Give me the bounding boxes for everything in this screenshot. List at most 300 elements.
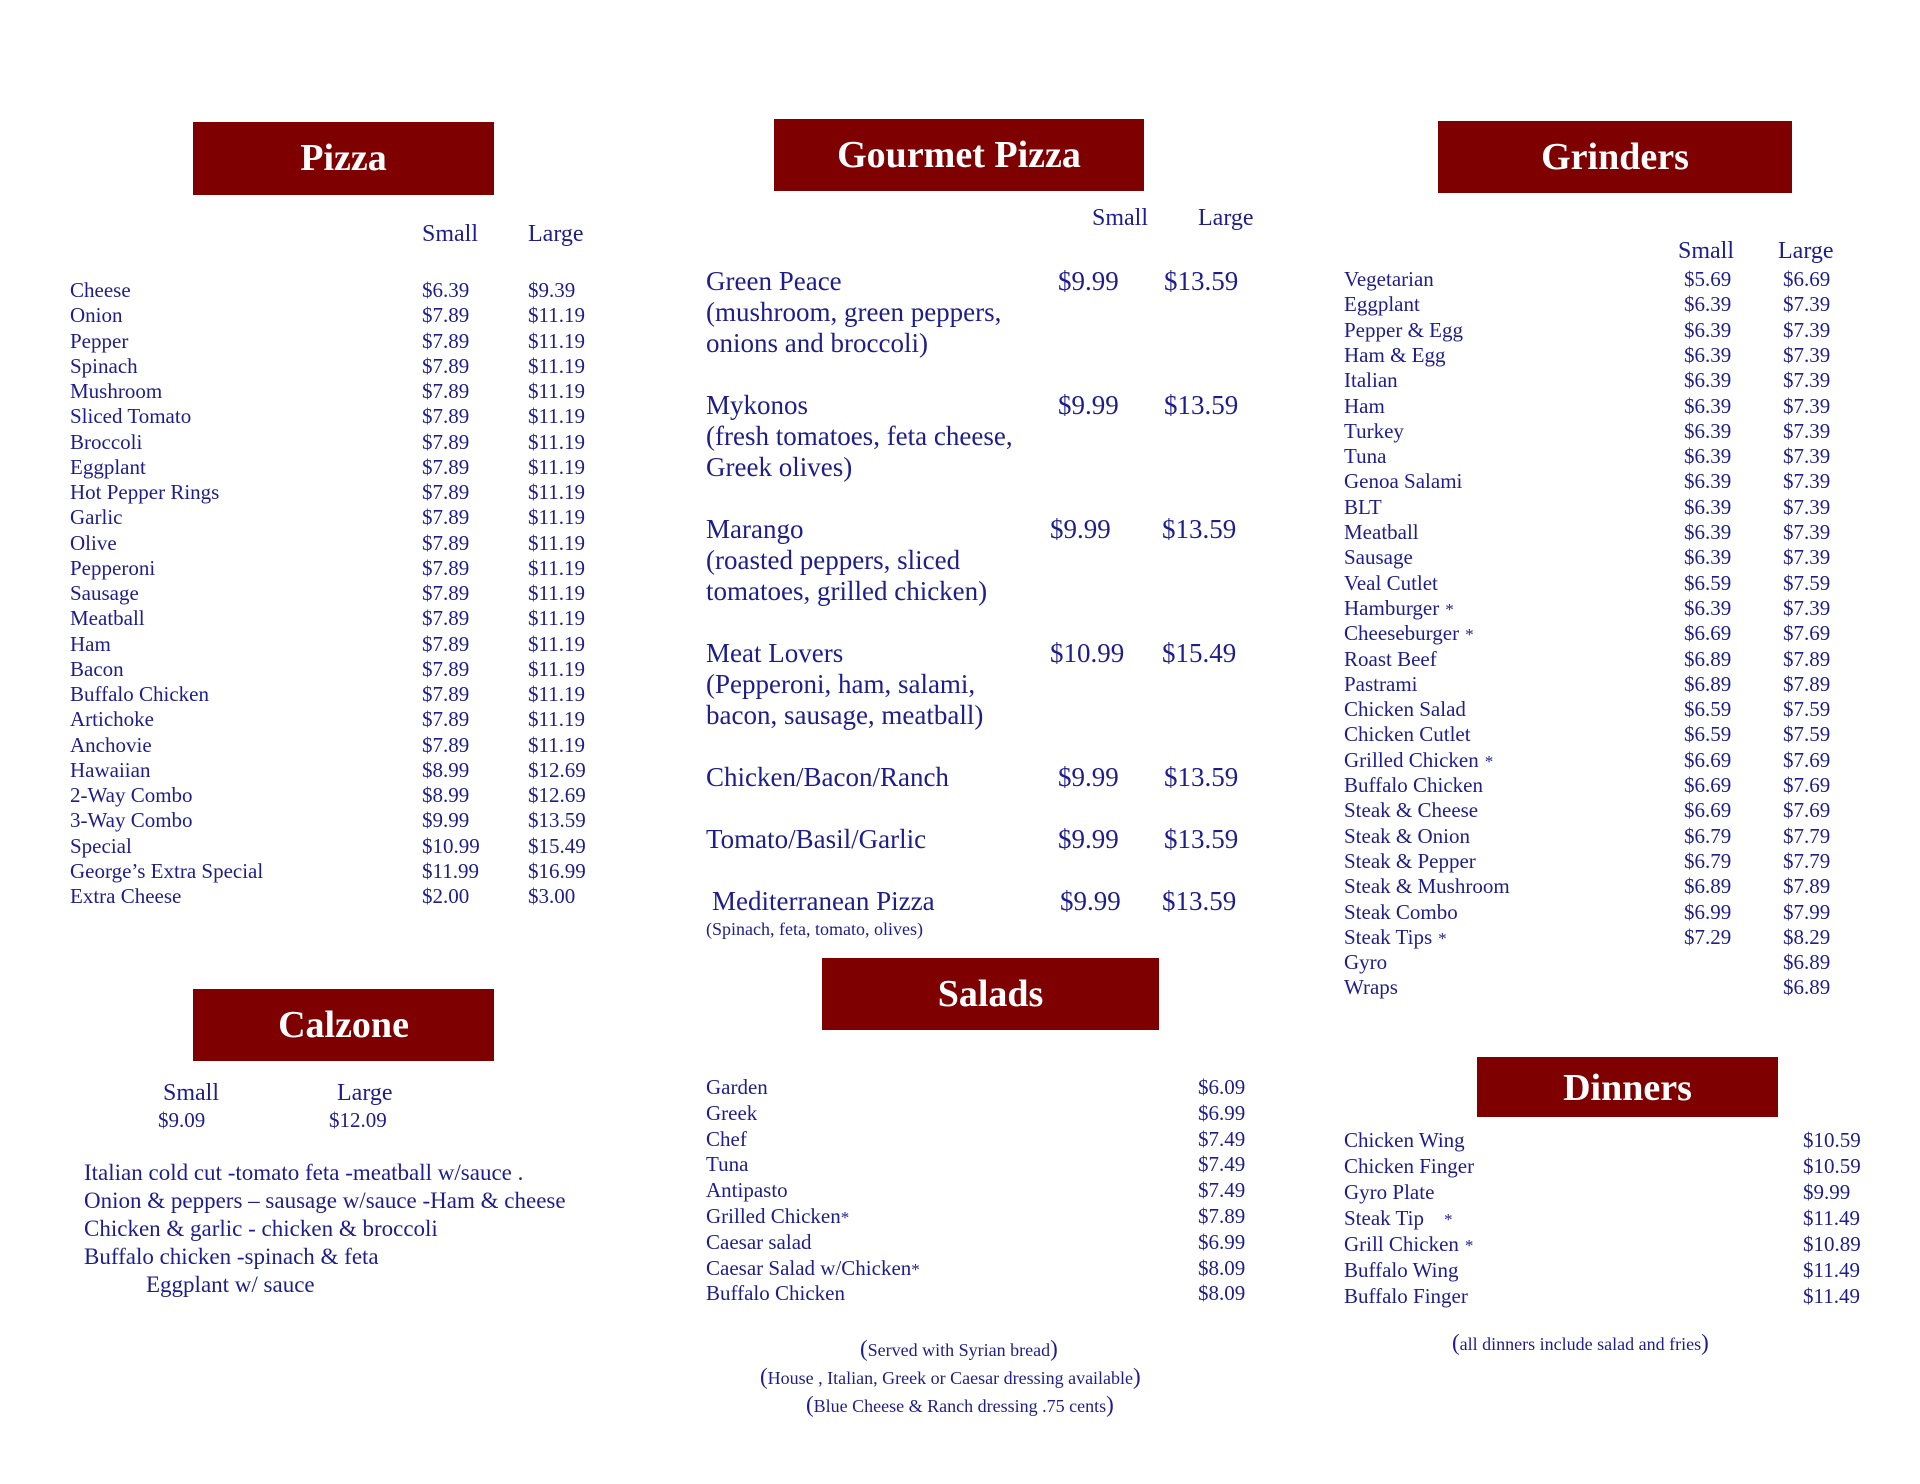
gourmet-item-desc: Greek olives) (706, 452, 853, 482)
paren-open: ( (806, 1392, 814, 1417)
grinder-item (1344, 495, 1382, 520)
grinder-item-large: $6.89 (1783, 975, 1831, 1000)
salad-note-text: Served with Syrian bread (867, 1340, 1051, 1360)
pizza-item-name: Anchovie (70, 732, 152, 757)
dinners-banner: Dinners (1477, 1057, 1778, 1117)
gourmet-item-note: (Spinach, feta, tomato, olives) (706, 919, 923, 939)
salad-item (706, 1075, 768, 1100)
grinder-item-name: Italian (1344, 368, 1398, 393)
calzone-line: Chicken & garlic - chicken & broccoli (84, 1216, 438, 1241)
pizza-item-large: $11.19 (528, 656, 585, 681)
pizza-item-name: Hawaiian (70, 757, 151, 782)
grinder-item-large: $7.39 (1783, 292, 1831, 317)
dinner-item-name: Chicken Finger (1344, 1154, 1475, 1178)
grinder-item (1344, 292, 1420, 317)
grinder-item-small: $6.39 (1684, 368, 1732, 393)
pizza-item-name: Eggplant (70, 454, 146, 479)
grinder-item-small: $6.39 (1684, 292, 1732, 317)
gourmet-item-name: Green Peace (706, 266, 842, 296)
dinner-item-price: $11.49 (1803, 1258, 1860, 1282)
grinder-item-name: Veal Cutlet (1344, 570, 1438, 595)
pizza-item-small: $7.89 (422, 707, 470, 732)
pizza-item-small: $10.99 (422, 833, 480, 858)
grinder-item (1344, 444, 1386, 469)
grinder-item (1344, 773, 1483, 798)
salad-item-name: Buffalo Chicken (706, 1281, 846, 1306)
paren-close: ) (1133, 1364, 1141, 1389)
grinder-item-small: $6.89 (1684, 874, 1732, 899)
grinder-item-large: $7.39 (1783, 520, 1831, 544)
pizza-item-large: $11.19 (528, 404, 585, 429)
grinder-item-large: $7.79 (1783, 848, 1831, 873)
grinder-item (1344, 748, 1493, 773)
salad-item-price: $7.49 (1198, 1178, 1246, 1203)
pizza-item-name: Bacon (70, 656, 124, 681)
gourmet-item-small: $9.99 (1060, 886, 1121, 916)
dinner-item-name: Buffalo Finger (1344, 1284, 1468, 1308)
pizza-item-small: $8.99 (422, 757, 470, 782)
grinder-item-small: $6.39 (1684, 317, 1732, 342)
grinder-item (1344, 672, 1418, 697)
grinder-item-name: Ham & Egg (1344, 342, 1446, 367)
gourmet-item (706, 762, 949, 793)
grinder-item (1344, 343, 1445, 368)
salad-item (706, 1204, 849, 1229)
grinder-item-small: $6.89 (1684, 646, 1732, 671)
paren-close: ) (1106, 1392, 1114, 1417)
pizza-item-small: $7.89 (422, 682, 470, 706)
salad-item (706, 1230, 812, 1255)
grinder-item-small: $6.69 (1684, 747, 1732, 772)
gourmet-item (706, 390, 1013, 483)
grinder-item-name: Vegetarian (1344, 267, 1434, 291)
salad-item-name: Greek (706, 1100, 758, 1125)
grinder-item-large: $7.69 (1783, 798, 1831, 823)
grinder-item (1344, 798, 1478, 823)
pizza-item-small: $7.89 (422, 656, 470, 681)
pizza-item-large: $11.19 (528, 429, 585, 454)
dinner-item-name: Chicken Wing (1344, 1128, 1465, 1152)
grinder-item-name: Gyro (1344, 950, 1388, 975)
grinder-item (1344, 571, 1438, 596)
calzone-line: Onion & peppers – sausage w/sauce -Ham & cheese (84, 1188, 566, 1213)
pizza-item-small: $7.89 (422, 505, 470, 530)
grinder-item (1344, 267, 1434, 292)
gourmet-item-desc: tomatoes, grilled chicken) (706, 576, 988, 606)
salad-item-price: $7.89 (1198, 1204, 1246, 1228)
asterisk-mark: * (1443, 1210, 1453, 1229)
grinder-item (1344, 647, 1437, 672)
pizza-item-name: Olive (70, 530, 117, 555)
grinder-item-large: $7.39 (1783, 469, 1831, 494)
pizza-item-name: Garlic (70, 505, 123, 530)
salad-note-text: Blue Cheese & Ranch dressing .75 cents (813, 1396, 1107, 1416)
asterisk-mark: * (1484, 751, 1494, 771)
salad-item-price: $6.99 (1198, 1100, 1246, 1125)
calzone-col-small: Small (163, 1080, 220, 1106)
pizza-item-small: $6.39 (422, 278, 470, 302)
grinder-item (1344, 469, 1462, 494)
grinder-item-small: $6.39 (1684, 342, 1732, 367)
gourmet-item-large: $13.59 (1162, 886, 1237, 916)
grinder-item-name: BLT (1344, 494, 1382, 519)
pizza-item-large: $12.69 (528, 757, 586, 782)
pizza-item-small: $7.89 (422, 530, 470, 555)
grinder-item-large: $7.89 (1783, 874, 1831, 899)
salad-item-name: Caesar salad (706, 1229, 812, 1254)
pizza-item-name: George’s Extra Special (70, 858, 264, 883)
salad-item-price: $8.09 (1198, 1281, 1246, 1306)
gourmet-item-name: Chicken/Bacon/Ranch (706, 762, 949, 792)
pizza-item-name: 2-Way Combo (70, 783, 193, 807)
pizza-item-small: $7.89 (422, 581, 470, 605)
pizza-item-large: $11.19 (528, 454, 585, 479)
grinder-item-small: $6.59 (1684, 722, 1732, 747)
pizza-item-small: $7.89 (422, 379, 470, 403)
grinder-item-large: $7.89 (1783, 671, 1831, 696)
calzone-banner: Calzone (193, 989, 494, 1061)
pizza-item-large: $11.19 (528, 379, 585, 403)
grinder-item-name: Wraps (1344, 975, 1398, 1000)
pizza-item-large: $3.00 (528, 884, 576, 908)
pizza-item-small: $7.89 (422, 555, 470, 580)
pizza-item-name: Onion (70, 303, 123, 328)
grinder-item-small: $6.89 (1684, 671, 1732, 696)
dinner-item-price: $9.99 (1803, 1180, 1851, 1204)
pizza-banner: Pizza (193, 122, 494, 195)
salad-item (706, 1256, 920, 1281)
pizza-item-small: $8.99 (422, 783, 470, 807)
grinder-item-small: $6.79 (1684, 848, 1732, 873)
pizza-item-large: $11.19 (528, 353, 585, 378)
pizza-item-large: $9.39 (528, 278, 576, 302)
grinder-item (1344, 318, 1463, 343)
pizza-item-small: $7.89 (422, 303, 470, 328)
grinder-item-name: Steak Tips (1344, 924, 1433, 949)
grinder-item (1344, 596, 1454, 621)
gourmet-item-desc: (mushroom, green peppers, (706, 297, 1002, 327)
pizza-item-small: $2.00 (422, 884, 470, 908)
grinder-item-small: $7.29 (1684, 924, 1732, 949)
gourmet-item-large: $13.59 (1162, 514, 1237, 544)
gourmet-item-desc: (fresh tomatoes, feta cheese, (706, 421, 1013, 451)
grinder-item-large: $6.89 (1783, 950, 1831, 975)
dinner-item (1344, 1284, 1468, 1309)
pizza-col-large: Large (528, 221, 584, 247)
gourmet-item-desc: onions and broccoli) (706, 328, 928, 358)
gourmet-item-name: Mediterranean Pizza (712, 886, 935, 916)
gourmet-banner: Gourmet Pizza (774, 119, 1144, 191)
dinner-item-price: $10.89 (1803, 1232, 1861, 1256)
grinder-item-large: $7.59 (1783, 697, 1831, 722)
grinder-item-small: $6.59 (1684, 570, 1732, 595)
gourmet-item-desc: (Pepperoni, ham, salami, (706, 669, 976, 699)
salad-item (706, 1101, 757, 1126)
salad-item (706, 1127, 747, 1152)
salad-item (706, 1178, 788, 1203)
grinder-item (1344, 874, 1510, 899)
pizza-item-name: Artichoke (70, 707, 154, 732)
pizza-item-name: Meatball (70, 606, 145, 631)
gourmet-item-small: $9.99 (1058, 390, 1119, 420)
gourmet-item-large: $15.49 (1162, 638, 1237, 668)
grinder-item-large: $7.39 (1783, 494, 1831, 519)
grinder-item-large: $7.39 (1783, 393, 1831, 418)
pizza-item-large: $11.19 (528, 555, 585, 580)
grinder-item-name: Grilled Chicken (1344, 747, 1479, 772)
dinners-note-text: all dinners include salad and fries (1459, 1334, 1702, 1354)
gourmet-item-name: Marango (706, 514, 804, 544)
grinder-item-name: Tuna (1344, 444, 1387, 469)
grinder-item-large: $7.99 (1783, 899, 1831, 924)
pizza-item-small: $7.89 (422, 631, 470, 656)
paren-close: ) (1050, 1336, 1058, 1361)
salad-item (706, 1152, 748, 1177)
pizza-item-small: $7.89 (422, 480, 470, 504)
grinders-col-small: Small (1678, 238, 1735, 264)
pizza-item-large: $11.19 (528, 303, 585, 328)
asterisk-mark: * (1464, 1236, 1474, 1255)
dinner-item-price: $11.49 (1803, 1284, 1860, 1308)
grinder-item-small: $6.79 (1684, 823, 1732, 848)
gourmet-item-desc: bacon, sausage, meatball) (706, 700, 984, 730)
dinner-item (1344, 1128, 1465, 1153)
grinder-item-small: $6.39 (1684, 444, 1732, 469)
pizza-item-large: $13.59 (528, 808, 586, 833)
grinder-item-name: Genoa Salami (1344, 469, 1463, 494)
grinder-item-small: $6.99 (1684, 899, 1732, 924)
grinder-item-large: $7.69 (1783, 747, 1831, 772)
pizza-item-name: Mushroom (70, 379, 163, 403)
dinner-item-name: Buffalo Wing (1344, 1258, 1459, 1282)
grinder-item (1344, 394, 1385, 419)
grinders-col-large: Large (1778, 238, 1834, 264)
grinder-item-name: Roast Beef (1344, 646, 1437, 671)
gourmet-col-large: Large (1198, 205, 1254, 231)
grinder-item (1344, 900, 1458, 925)
grinder-item (1344, 621, 1474, 646)
calzone-line: Eggplant w/ sauce (146, 1272, 315, 1297)
grinder-item-name: Buffalo Chicken (1344, 773, 1484, 797)
grinder-item-name: Eggplant (1344, 292, 1420, 317)
grinder-item-name: Sausage (1344, 545, 1413, 570)
dinner-item (1344, 1206, 1452, 1231)
dinner-item-name: Steak Tip (1344, 1206, 1424, 1230)
pizza-item-small: $7.89 (422, 732, 470, 757)
dinner-item-price: $11.49 (1803, 1206, 1860, 1230)
pizza-item-name: Pepperoni (70, 555, 156, 580)
paren-open: ( (760, 1364, 768, 1389)
gourmet-col-small: Small (1092, 205, 1149, 231)
gourmet-item-large: $13.59 (1164, 762, 1239, 792)
pizza-item-large: $11.19 (528, 480, 585, 504)
pizza-item-small: $7.89 (422, 606, 470, 631)
grinder-item (1344, 419, 1404, 444)
grinder-item (1344, 975, 1398, 1000)
pizza-item-large: $11.19 (528, 505, 585, 530)
pizza-item-name: Buffalo Chicken (70, 682, 210, 706)
grinder-item-name: Hamburger (1344, 595, 1440, 620)
grinder-item (1344, 697, 1466, 722)
grinder-item-large: $8.29 (1783, 924, 1831, 949)
grinder-item-large: $7.69 (1783, 621, 1831, 646)
pizza-item-name: Sliced Tomato (70, 404, 192, 429)
gourmet-item-small: $9.99 (1058, 824, 1119, 854)
grinder-item (1344, 520, 1419, 545)
pizza-item-large: $11.19 (528, 631, 585, 656)
salad-item-name: Caesar Salad w/Chicken (706, 1255, 912, 1280)
grinder-item-large: $7.39 (1783, 342, 1831, 367)
dinner-item (1344, 1258, 1458, 1283)
asterisk-mark: * (840, 1208, 850, 1227)
grinder-item-large: $6.69 (1783, 267, 1831, 291)
gourmet-item-small: $10.99 (1050, 638, 1125, 668)
grinder-item (1344, 824, 1470, 849)
asterisk-mark: * (1465, 625, 1474, 645)
dinner-item (1344, 1232, 1473, 1257)
grinder-item-name: Steak & Mushroom (1344, 874, 1510, 899)
gourmet-item (712, 886, 935, 917)
gourmet-item-name: Meat Lovers (706, 638, 844, 668)
grinder-item-small: $6.39 (1684, 469, 1732, 494)
grinder-item-large: $7.79 (1783, 823, 1831, 848)
pizza-item-small: $7.89 (422, 454, 470, 479)
dinner-item-name: Gyro Plate (1344, 1180, 1435, 1204)
grinder-item-large: $7.89 (1783, 646, 1831, 671)
salad-item-price: $8.09 (1198, 1255, 1246, 1280)
pizza-item-small: $11.99 (422, 858, 479, 883)
salad-item-price: $6.09 (1198, 1075, 1246, 1099)
calzone-line: Italian cold cut -tomato feta -meatball w/sauce . (84, 1160, 524, 1185)
gourmet-item-small: $9.99 (1058, 762, 1119, 792)
gourmet-item-name: Tomato/Basil/Garlic (706, 824, 927, 854)
salad-note (806, 1392, 1114, 1418)
grinder-item-name: Steak & Pepper (1344, 848, 1476, 873)
salad-item-name: Tuna (706, 1152, 749, 1177)
gourmet-item-large: $13.59 (1164, 824, 1239, 854)
salad-item-price: $6.99 (1198, 1229, 1246, 1254)
gourmet-item-desc: (roasted peppers, sliced (706, 545, 961, 575)
grinder-item-large: $7.39 (1783, 368, 1831, 393)
pizza-item-small: $7.89 (422, 404, 470, 429)
pizza-item-large: $12.69 (528, 783, 586, 807)
pizza-item-name: Cheese (70, 278, 131, 302)
pizza-item-small: $7.89 (422, 328, 470, 353)
salad-note-text: House , Italian, Greek or Caesar dressing available (767, 1368, 1134, 1388)
dinner-item-price: $10.59 (1803, 1154, 1861, 1178)
grinder-item-small: $6.69 (1684, 773, 1732, 797)
grinder-item-small: $6.69 (1684, 798, 1732, 823)
grinder-item (1344, 925, 1447, 950)
grinder-item-name: Steak Combo (1344, 899, 1458, 924)
grinder-item-name: Pepper & Egg (1344, 317, 1463, 342)
grinder-item-large: $7.59 (1783, 570, 1831, 595)
gourmet-item-name: Mykonos (706, 390, 809, 420)
dinner-item (1344, 1154, 1474, 1179)
grinder-item-small: $6.39 (1684, 393, 1732, 418)
pizza-item-small: $9.99 (422, 808, 470, 833)
grinder-item-name: Cheeseburger (1344, 621, 1460, 646)
calzone-price-small: $9.09 (158, 1108, 206, 1132)
calzone-col-large: Large (337, 1080, 393, 1106)
grinder-item-name: Ham (1344, 393, 1385, 418)
calzone-line: Buffalo chicken -spinach & feta (84, 1244, 379, 1269)
pizza-item-name: Extra Cheese (70, 884, 182, 908)
pizza-item-name: Spinach (70, 353, 138, 378)
pizza-item-large: $11.19 (528, 606, 585, 631)
grinder-item (1344, 545, 1413, 570)
salad-item-name: Grilled Chicken (706, 1204, 841, 1228)
pizza-item-large: $16.99 (528, 858, 586, 883)
pizza-item-name: Sausage (70, 581, 139, 605)
grinder-item-small: $6.59 (1684, 697, 1732, 722)
pizza-item-large: $11.19 (528, 328, 585, 353)
grinder-item (1344, 950, 1387, 975)
pizza-item-large: $11.19 (528, 732, 585, 757)
pizza-item-name: Pepper (70, 328, 129, 353)
grinder-item-small: $6.39 (1684, 520, 1732, 544)
grinder-item-name: Chicken Salad (1344, 697, 1466, 722)
gourmet-item-small: $9.99 (1050, 514, 1111, 544)
pizza-item-large: $11.19 (528, 707, 585, 732)
salad-note (760, 1364, 1141, 1390)
asterisk-mark: * (1438, 928, 1447, 948)
paren-open: ( (860, 1336, 868, 1361)
asterisk-mark: * (1445, 599, 1454, 619)
pizza-item-small: $7.89 (422, 353, 470, 378)
salad-note (860, 1336, 1058, 1362)
grinder-item (1344, 368, 1398, 393)
asterisk-mark: * (911, 1259, 920, 1279)
pizza-item-name: Ham (70, 631, 111, 656)
dinner-item-name: Grill Chicken (1344, 1232, 1459, 1256)
grinder-item-name: Chicken Cutlet (1344, 722, 1471, 747)
pizza-item-large: $15.49 (528, 833, 586, 858)
gourmet-item (706, 266, 1001, 359)
grinder-item-name: Steak & Onion (1344, 823, 1470, 848)
gourmet-item-small: $9.99 (1058, 266, 1119, 296)
grinder-item-large: $7.59 (1783, 722, 1831, 747)
grinder-item-name: Meatball (1344, 520, 1419, 544)
grinder-item-small: $6.39 (1684, 418, 1732, 443)
grinder-item-small: $5.69 (1684, 267, 1732, 291)
grinder-item-name: Turkey (1344, 418, 1404, 443)
grinder-item-name: Pastrami (1344, 671, 1418, 696)
gourmet-item-large: $13.59 (1164, 266, 1239, 296)
dinner-item-price: $10.59 (1803, 1128, 1861, 1152)
pizza-item-name: Broccoli (70, 429, 143, 454)
pizza-item-large: $11.19 (528, 581, 585, 605)
salad-item-name: Garden (706, 1075, 768, 1099)
grinder-item-small: $6.39 (1684, 595, 1732, 620)
grinder-item-small: $6.39 (1684, 545, 1732, 570)
grinder-item-name: Steak & Cheese (1344, 798, 1479, 823)
grinder-item-large: $7.39 (1783, 418, 1831, 443)
salads-banner: Salads (822, 958, 1159, 1030)
grinder-item-large: $7.39 (1783, 317, 1831, 342)
pizza-item-large: $11.19 (528, 682, 585, 706)
grinder-item-large: $7.69 (1783, 773, 1831, 797)
grinder-item-small: $6.69 (1684, 621, 1732, 646)
gourmet-item-large: $13.59 (1164, 390, 1239, 420)
salad-item-price: $7.49 (1198, 1126, 1246, 1151)
dinners-note: (all dinners include salad and fries) (1452, 1330, 1709, 1355)
grinder-item (1344, 722, 1471, 747)
gourmet-item (706, 638, 983, 731)
salad-item-name: Antipasto (706, 1178, 788, 1203)
grinder-item-large: $7.39 (1783, 545, 1831, 570)
gourmet-item (706, 824, 926, 855)
